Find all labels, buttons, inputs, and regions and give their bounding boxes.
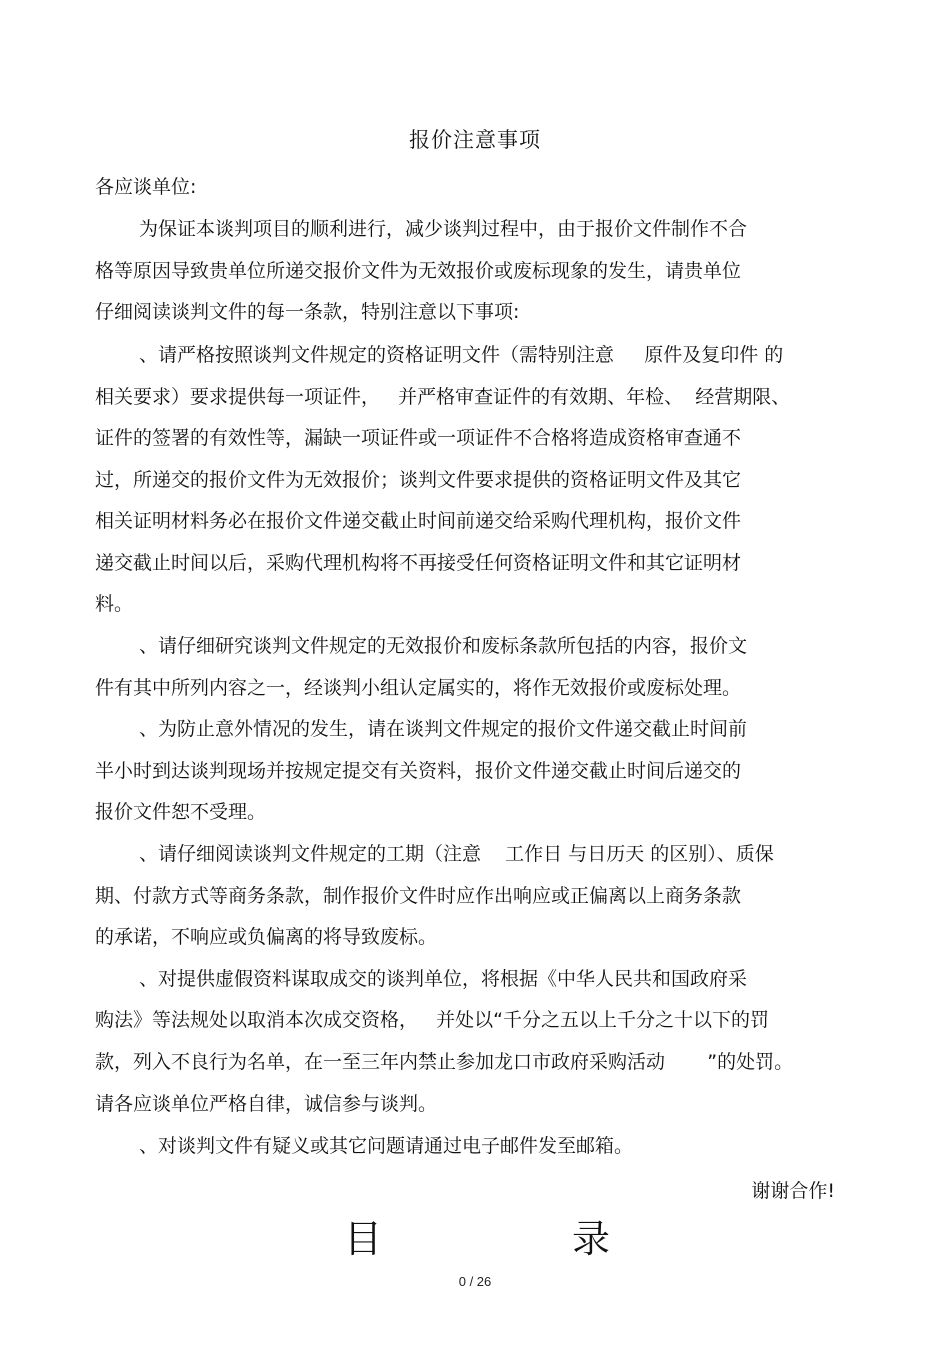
paragraph-line: 、为防止意外情况的发生，请在谈判文件规定的报价文件递交截止时间前	[139, 718, 748, 740]
paragraph-line: 半小时到达谈判现场并按规定提交有关资料，报价文件递交截止时间后递交的	[95, 760, 742, 782]
paragraph-line: 报价文件恕不受理。	[95, 801, 267, 823]
paragraph-line: 仔细阅读谈判文件的每一条款，特别注意以下事项:	[95, 301, 520, 323]
paragraph-line: 件有其中所列内容之一，经谈判小组认定属实的，将作无效报价或废标处理。	[95, 677, 742, 699]
paragraph-line: 相关证明材料务必在报价文件递交截止时间前递交给采购代理机构，报价文件	[95, 510, 742, 532]
toc-heading-char: 录	[572, 1217, 611, 1261]
paragraph-line: 为保证本谈判项目的顺利进行，减少谈判过程中，由于报价文件制作不合	[139, 218, 748, 240]
paragraph-line: 购法》等法规处以取消本次成交资格， 并处以“千分之五以上千分之十以下的罚	[95, 1009, 769, 1031]
paragraph-line: 格等原因导致贵单位所递交报价文件为无效报价或废标现象的发生，请贵单位	[95, 260, 742, 282]
toc-heading-char: 目	[344, 1217, 383, 1261]
paragraph-line: 、请仔细研究谈判文件规定的无效报价和废标条款所包括的内容，报价文	[139, 635, 748, 657]
closing-thanks: 谢谢合作!	[751, 1180, 835, 1202]
paragraph-line: 款，列入不良行为名单，在一至三年内禁止参加龙口市政府采购活动 ”的处罚。	[95, 1051, 794, 1073]
page-number: 0 / 26	[458, 1274, 492, 1289]
paragraph-line: 料。	[95, 593, 134, 615]
salutation: 各应谈单位:	[95, 176, 197, 198]
paragraph-line: 、请仔细阅读谈判文件规定的工期（注意 工作日 与日历天 的区别）、质保	[139, 843, 774, 865]
paragraph-line: 相关要求）要求提供每一项证件， 并严格审查证件的有效期、年检、 经营期限、	[95, 386, 791, 408]
paragraph-line: 过，所递交的报价文件为无效报价；谈判文件要求提供的资格证明文件及其它	[95, 469, 742, 491]
paragraph-line: 请各应谈单位严格自律，诚信参与谈判。	[95, 1093, 438, 1115]
paragraph-line: 递交截止时间以后，采购代理机构将不再接受任何资格证明文件和其它证明材	[95, 552, 742, 574]
paragraph-line: 证件的签署的有效性等，漏缺一项证件或一项证件不合格将造成资格审查通不	[95, 427, 742, 449]
paragraph-line: 的承诺，不响应或负偏离的将导致废标。	[95, 926, 438, 948]
page-title: 报价注意事项	[409, 128, 541, 152]
paragraph-line: 、对提供虚假资料谋取成交的谈判单位，将根据《中华人民共和国政府采	[139, 968, 748, 990]
paragraph-line: 期、付款方式等商务条款，制作报价文件时应作出响应或正偏离以上商务条款	[95, 885, 742, 907]
paragraph-line: 、对谈判文件有疑义或其它问题请通过电子邮件发至邮箱。	[139, 1135, 634, 1157]
paragraph-line: 、请严格按照谈判文件规定的资格证明文件（需特别注意 原件及复印件 的	[139, 344, 784, 366]
